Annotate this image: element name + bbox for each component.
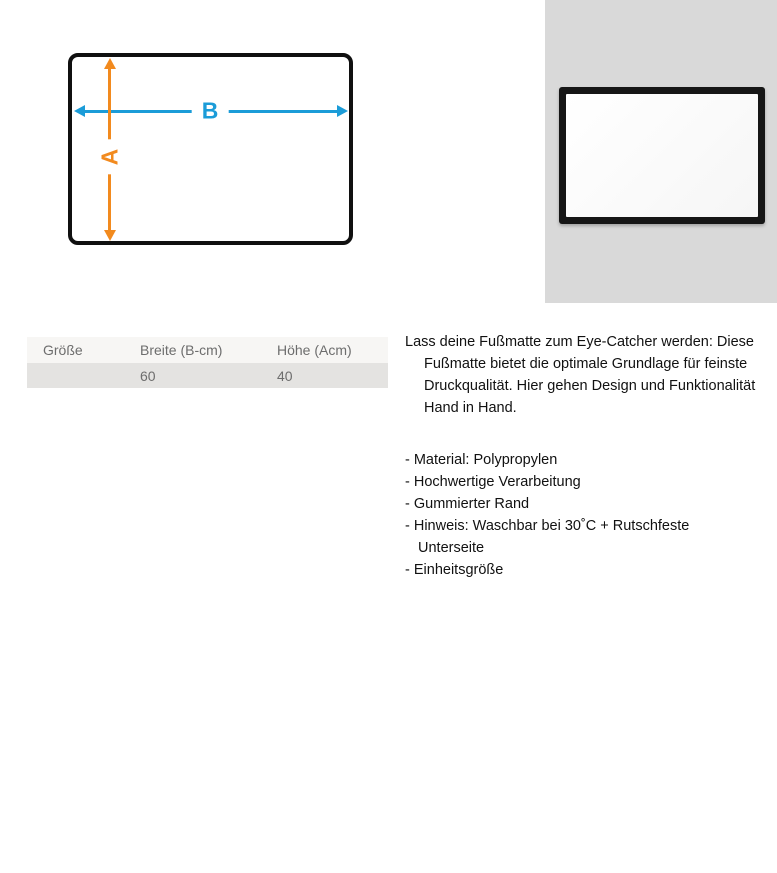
description-intro: Lass deine Fußmatte zum Eye-Catcher werden: Diese Fußmatte bietet die optimale Grundlage für feinste Druckqualität. Hier gehen Design und Funktionalität Hand in Hand. [405,334,756,416]
feature-item-verarbeitung: - Hochwertige Verarbeitung [405,474,581,490]
feature-item-einheitsgroesse: - Einheitsgröße [405,562,504,578]
doormat-print-surface [566,94,758,217]
dimension-diagram [68,53,353,245]
size-table-cell-hoehe: 40 [277,367,293,384]
feature-list [405,449,737,581]
feature-item-hinweis: - Hinweis: Waschbar bei 30˚C + Rutschfeste Unterseite [405,518,690,556]
feature-item-rand: - Gummierter Rand [405,496,530,512]
size-table-cell-breite: 60 [140,367,156,384]
product-description [405,331,776,581]
size-table [27,337,388,388]
feature-item-material: - Material: Polypropylen [405,452,558,468]
height-arrow-label: A [97,140,124,175]
arrowhead-up-icon [104,58,116,69]
size-table-header-row [27,337,388,363]
arrowhead-right-icon [337,105,348,117]
size-table-header-breite: Breite (B-cm) [140,342,223,358]
doormat-image [559,87,765,224]
width-arrow-label: B [192,98,229,125]
size-table-header-groesse: Größe [43,342,83,358]
arrowhead-down-icon [104,230,116,241]
size-table-header-hoehe: Höhe (Acm) [277,342,352,358]
arrowhead-left-icon [74,105,85,117]
size-table-row [27,363,388,388]
product-photo-panel [545,0,777,303]
